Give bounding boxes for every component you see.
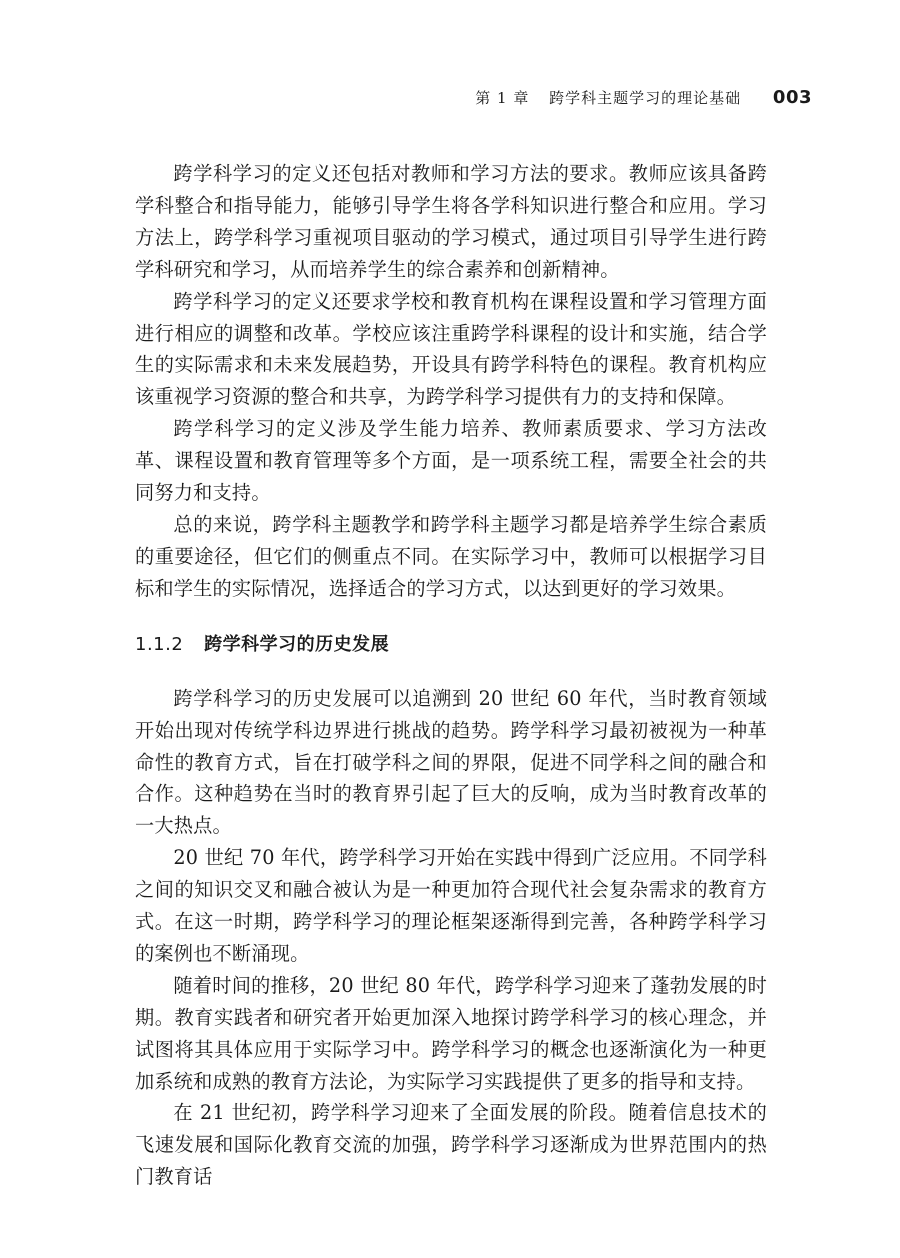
chapter-title: 跨学科主题学习的理论基础 [549, 89, 742, 107]
paragraph: 总的来说，跨学科主题教学和跨学科主题学习都是培养学生综合素质的重要途径，但它们的侧重点不同。在实际学习中，教师可以根据学习目标和学生的实际情况，选择适合的学习方式，以达到更好的学习效果。 [135, 512, 767, 600]
paragraph: 跨学科学习的历史发展可以追溯到 20 世纪 60 年代，当时教育领域开始出现对传统学科边界进行挑战的趋势。跨学科学习最初被视为一种革命性的教育方式，旨在打破学科之间的界限，促进不同学科之间的融合和合作。这种趋势在当时的教育界引起了巨大的反响，成为当时教育改革的一大热点。 [135, 686, 767, 838]
section-number: 1.1.2 [135, 633, 184, 655]
running-head [135, 86, 812, 110]
paragraph: 随着时间的推移，20 世纪 80 年代，跨学科学习迎来了蓬勃发展的时期。教育实践者和研究者开始更加深入地探讨跨学科学习的核心理念，并试图将其具体应用于实际学习中。跨学科学习的概念也逐渐演化为一种更加系统和成熟的教育方法论，为实际学习实践提供了更多的指导和支持。 [135, 973, 767, 1093]
page-body [135, 158, 767, 1193]
paragraph: 跨学科学习的定义涉及学生能力培养、教师素质要求、学习方法改革、课程设置和教育管理等多个方面，是一项系统工程，需要全社会的共同努力和支持。 [135, 417, 767, 505]
paragraph: 20 世纪 70 年代，跨学科学习开始在实践中得到广泛应用。不同学科之间的知识交叉和融合被认为是一种更加符合现代社会复杂需求的教育方式。在这一时期，跨学科学习的理论框架逐渐得到完善，各种跨学科学习的案例也不断涌现。 [135, 846, 767, 965]
section-title: 跨学科学习的历史发展 [204, 633, 390, 655]
chapter-label: 第 1 章 [475, 89, 530, 107]
section-heading [135, 630, 767, 660]
paragraph: 跨学科学习的定义还要求学校和教育机构在课程设置和学习管理方面进行相应的调整和改革。学校应该注重跨学科课程的设计和实施，结合学生的实际需求和未来发展趋势，开设具有跨学科特色的课程。教育机构应该重视学习资源的整合和共享，为跨学科学习提供有力的支持和保障。 [135, 289, 767, 409]
page-number: 003 [772, 87, 812, 108]
paragraph: 跨学科学习的定义还包括对教师和学习方法的要求。教师应该具备跨学科整合和指导能力，能够引导学生将各学科知识进行整合和应用。学习方法上，跨学科学习重视项目驱动的学习模式，通过项目引导学生进行跨学科研究和学习，从而培养学生的综合素养和创新精神。 [135, 162, 767, 281]
paragraph: 在 21 世纪初，跨学科学习迎来了全面发展的阶段。随着信息技术的飞速发展和国际化教育交流的加强，跨学科学习逐渐成为世界范围内的热门教育话 [135, 1101, 767, 1189]
